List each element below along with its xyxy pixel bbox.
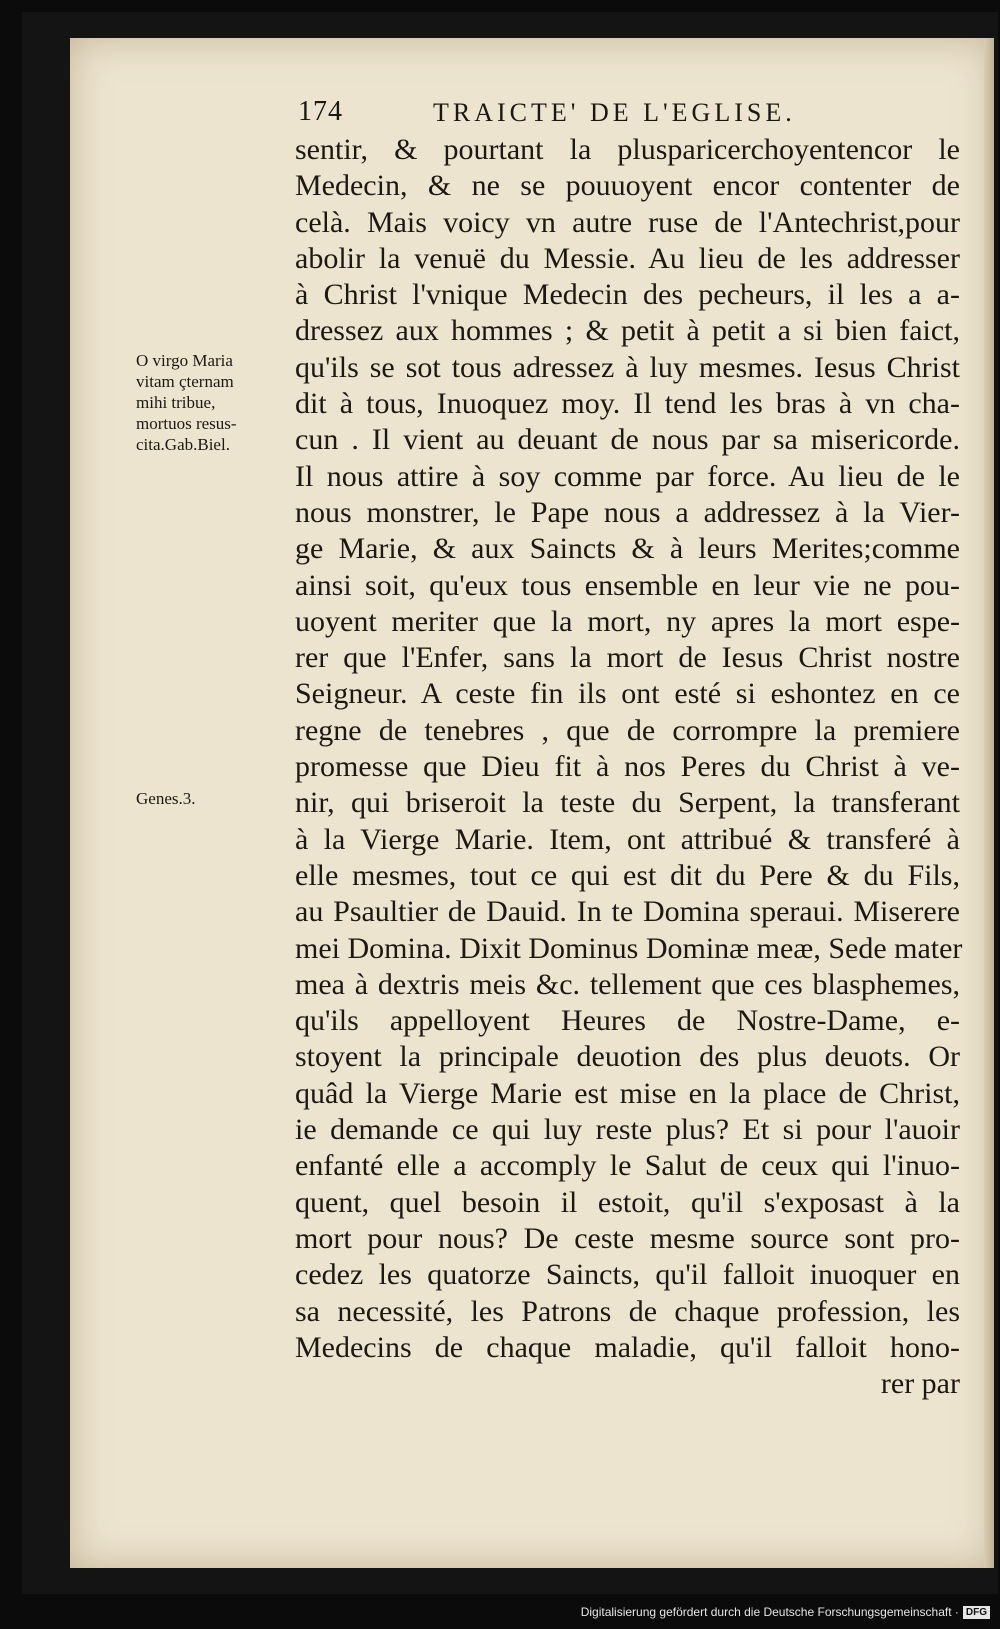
margin-note-line: mihi tribue, xyxy=(136,393,216,412)
page-header xyxy=(298,96,958,136)
text-line: mei Domina. Dixit Dominus Dominæ meæ, Sede mater xyxy=(295,931,963,965)
page-number: 174 xyxy=(298,96,343,127)
dfg-logo: DFG xyxy=(963,1606,990,1619)
text-line: Seigneur. A ceste fin ils ont esté si eshontez en ce xyxy=(295,677,960,711)
text-line: sa necessité, les Patrons de chaque profession, les xyxy=(295,1294,960,1328)
text-line: celà. Mais voicy vn autre ruse de l'Antechrist,pour xyxy=(295,205,960,239)
digitization-footer xyxy=(581,1603,990,1621)
text-line: nous monstrer, le Pape nous a addressez à la Vier- xyxy=(295,495,960,529)
margin-note-prayer xyxy=(136,350,237,455)
text-line: Medecins de chaque maladie, qu'il falloit hono- xyxy=(295,1330,960,1364)
text-line: qu'ils se sot tous adressez à luy mesmes. Iesus Christ xyxy=(295,350,960,384)
text-line: quâd la Vierge Marie est mise en la place de Christ, xyxy=(295,1076,960,1110)
margin-note-genesis: Genes.3. xyxy=(136,789,196,808)
text-line: à la Vierge Marie. Item, ont attribué & transferé à xyxy=(295,822,960,856)
text-line: enfanté elle a accomply le Salut de ceux qui l'inuo- xyxy=(295,1149,960,1183)
page-edge xyxy=(984,38,994,1568)
text-line: qu'ils appelloyent Heures de Nostre-Dame, e- xyxy=(295,1004,960,1038)
text-line: ie demande ce qui luy reste plus? Et si pour l'auoir xyxy=(295,1113,960,1147)
text-line: regne de tenebres , que de corrompre la premiere xyxy=(295,713,960,747)
text-line: cedez les quatorze Saincts, qu'il falloit inuoquer en xyxy=(295,1258,960,1292)
text-line: nir, qui briseroit la teste du Serpent, la transferant xyxy=(295,786,960,820)
margin-note-line: mortuos resus- xyxy=(136,414,237,433)
body-text xyxy=(295,132,963,1402)
text-line: dit à tous, Inuoquez moy. Il tend les bras à vn cha- xyxy=(295,387,960,421)
text-line: sentir, & pourtant la plusparicerchoyentencor le xyxy=(295,133,960,166)
text-line: mort pour nous? De ceste mesme source sont pro- xyxy=(295,1221,960,1255)
text-line: mea à dextris meis &c. tellement que ces blasphemes, xyxy=(295,967,960,1001)
text-line: dressez aux hommes ; & petit à petit a si bien faict, xyxy=(295,314,960,348)
text-line: au Psaultier de Dauid. In te Domina speraui. Miserere xyxy=(295,895,960,929)
text-line: abolir la venuë du Messie. Au lieu de les addresser xyxy=(295,241,960,275)
running-title: TRAICTE' DE L'EGLISE. xyxy=(433,98,796,127)
text-line: stoyent la principale deuotion des plus deuots. Or xyxy=(295,1040,960,1074)
margin-note-line: cita.Gab.Biel. xyxy=(136,435,230,454)
text-line: cun . Il vient au deuant de nous par sa misericorde. xyxy=(295,423,960,457)
margin-note-line: O virgo Maria xyxy=(136,351,233,370)
text-line: elle mesmes, tout ce qui est dit du Pere & du Fils, xyxy=(295,858,960,892)
text-line: Il nous attire à soy comme par force. Au lieu de le xyxy=(295,459,960,493)
text-line: ge Marie, & aux Saincts & à leurs Merites;comme xyxy=(295,532,960,566)
text-line: uoyent meriter que la mort, ny apres la mort espe- xyxy=(295,604,960,638)
text-line: Medecin, & ne se pouuoyent encor contenter de xyxy=(295,169,960,203)
footer-credit: Digitalisierung gefördert durch die Deutsche Forschungsgemeinschaft · xyxy=(580,1605,959,1619)
catchword-line: rer par xyxy=(880,1367,960,1401)
text-line: promesse que Dieu fit à nos Peres du Christ à ve- xyxy=(295,750,960,784)
text-line: rer que l'Enfer, sans la mort de Iesus Christ nostre xyxy=(295,641,960,675)
text-line: quent, quel besoin il estoit, qu'il s'exposast à la xyxy=(295,1185,960,1219)
text-line: à Christ l'vnique Medecin des pecheurs, il les a a- xyxy=(295,278,960,312)
margin-note-line: vitam çternam xyxy=(136,372,234,391)
text-line: ainsi soit, qu'eux tous ensemble en leur vie ne pou- xyxy=(295,568,960,602)
